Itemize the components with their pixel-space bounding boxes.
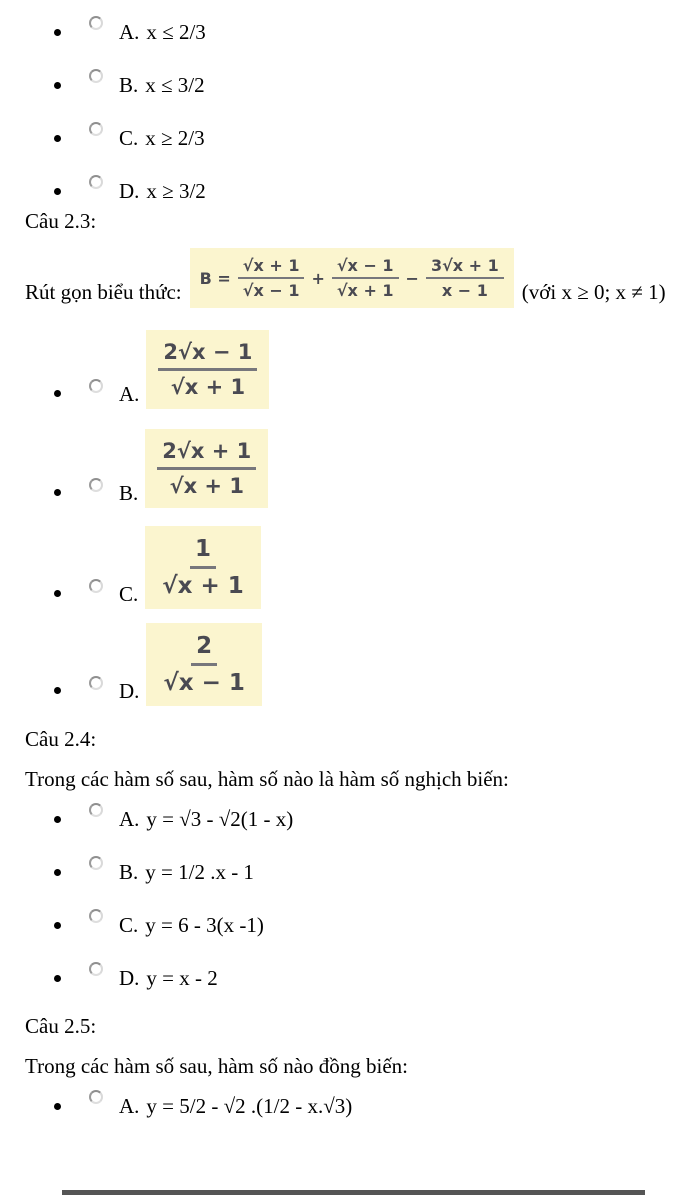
q25-option-a[interactable] — [0, 1080, 700, 1133]
bullet-icon — [54, 489, 61, 496]
option-letter: D. — [119, 179, 140, 203]
option-letter: B. — [119, 73, 139, 97]
bullet-icon — [54, 29, 61, 36]
radio-button[interactable] — [89, 379, 103, 393]
bullet-icon — [54, 869, 61, 876]
q22-option-c[interactable] — [0, 112, 700, 165]
q24-option-a[interactable] — [0, 793, 700, 846]
radio-button[interactable] — [89, 175, 103, 189]
option-formula-image — [146, 330, 269, 409]
option-letter: A. — [119, 807, 140, 831]
radio-button[interactable] — [89, 803, 103, 817]
radio-button[interactable] — [89, 16, 103, 30]
fraction-denominator: √x + 1 — [162, 573, 244, 599]
fraction — [332, 256, 399, 300]
fraction — [158, 340, 257, 399]
q22-option-b[interactable] — [0, 59, 700, 112]
option-formula-image — [146, 623, 261, 706]
q24-heading: Câu 2.4: — [25, 727, 97, 751]
bullet-icon — [54, 922, 61, 929]
option-letter: C. — [119, 913, 139, 937]
option-letter: A. — [119, 382, 140, 406]
option-formula-image — [145, 429, 268, 508]
option-letter: A. — [119, 20, 140, 44]
option-letter: C. — [119, 582, 139, 606]
bullet-icon — [54, 135, 61, 142]
fraction-numerator: 2√x − 1 — [158, 340, 257, 371]
bullet-icon — [54, 687, 61, 694]
option-text: x ≤ 3/2 — [145, 73, 205, 97]
operator: − — [405, 268, 419, 288]
q23-formula-image — [190, 248, 514, 308]
q23-condition-text: (với x ≥ 0; x ≠ 1) — [521, 280, 666, 304]
q24-question-text: Trong các hàm số sau, hàm số nào là hàm số nghịch biến: — [25, 767, 509, 791]
q24-option-c[interactable] — [0, 899, 700, 952]
q23-heading: Câu 2.3: — [25, 209, 97, 233]
radio-button[interactable] — [89, 579, 103, 593]
q24-option-d[interactable] — [0, 952, 700, 1005]
fraction-denominator: √x − 1 — [242, 281, 300, 300]
fraction-denominator: √x + 1 — [336, 281, 394, 300]
fraction-numerator: √x − 1 — [332, 256, 399, 279]
bullet-icon — [54, 1103, 61, 1110]
fraction-denominator: √x + 1 — [169, 474, 244, 498]
fraction-denominator: √x + 1 — [170, 375, 246, 399]
q24-option-b[interactable] — [0, 846, 700, 899]
fraction-numerator: 3√x + 1 — [426, 256, 504, 279]
bullet-icon — [54, 390, 61, 397]
q25-question-text: Trong các hàm số sau, hàm số nào đồng biến: — [25, 1054, 409, 1078]
option-text: x ≥ 2/3 — [145, 126, 205, 150]
q23-option-c[interactable] — [0, 526, 700, 609]
bullet-icon — [54, 82, 61, 89]
q23-intro-text: Rút gọn biểu thức: — [25, 280, 182, 304]
bullet-icon — [54, 188, 61, 195]
q22-option-a[interactable] — [0, 6, 700, 59]
option-text: x ≤ 2/3 — [146, 20, 206, 44]
partially-visible-element — [62, 1190, 645, 1195]
q23-option-d[interactable] — [0, 623, 700, 706]
q23-option-a[interactable] — [0, 330, 700, 409]
radio-button[interactable] — [89, 69, 103, 83]
fraction-numerator: 2√x + 1 — [157, 439, 256, 470]
option-text: y = 6 - 3(x -1) — [145, 913, 264, 937]
fraction-denominator: √x − 1 — [163, 670, 245, 696]
option-letter: A. — [119, 1094, 140, 1118]
radio-button[interactable] — [89, 122, 103, 136]
option-letter: B. — [119, 860, 139, 884]
option-letter: C. — [119, 126, 139, 150]
option-letter: D. — [119, 966, 140, 990]
radio-button[interactable] — [89, 1090, 103, 1104]
bullet-icon — [54, 816, 61, 823]
fraction — [158, 633, 249, 696]
fraction — [238, 256, 305, 300]
option-text: y = x - 2 — [146, 966, 218, 990]
option-letter: D. — [119, 679, 140, 703]
option-text: y = 1/2 .x - 1 — [145, 860, 254, 884]
option-formula-image — [145, 526, 260, 609]
option-text: x ≥ 3/2 — [146, 179, 206, 203]
radio-button[interactable] — [89, 676, 103, 690]
fraction — [157, 536, 248, 599]
option-text: y = 5/2 - √2 .(1/2 - x.√3) — [146, 1094, 353, 1118]
bullet-icon — [54, 975, 61, 982]
fraction-numerator: 1 — [190, 536, 216, 569]
radio-button[interactable] — [89, 478, 103, 492]
option-letter: B. — [119, 481, 139, 505]
fraction — [157, 439, 256, 498]
q23-options-list — [0, 330, 700, 706]
q22-options-list — [0, 6, 700, 218]
operator: + — [311, 268, 325, 288]
radio-button[interactable] — [89, 962, 103, 976]
radio-button[interactable] — [89, 856, 103, 870]
option-text: y = √3 - √2(1 - x) — [146, 807, 294, 831]
formula-lhs: B = — [199, 268, 231, 288]
fraction-numerator: √x + 1 — [238, 256, 305, 279]
q23-option-b[interactable] — [0, 429, 700, 508]
q24-options-list — [0, 793, 700, 1005]
radio-button[interactable] — [89, 909, 103, 923]
fraction — [426, 256, 504, 300]
q25-heading: Câu 2.5: — [25, 1014, 97, 1038]
bullet-icon — [54, 590, 61, 597]
fraction-denominator: x − 1 — [441, 281, 488, 300]
q23-intro-row — [25, 248, 700, 308]
q25-options-list — [0, 1080, 700, 1133]
fraction-numerator: 2 — [191, 633, 217, 666]
